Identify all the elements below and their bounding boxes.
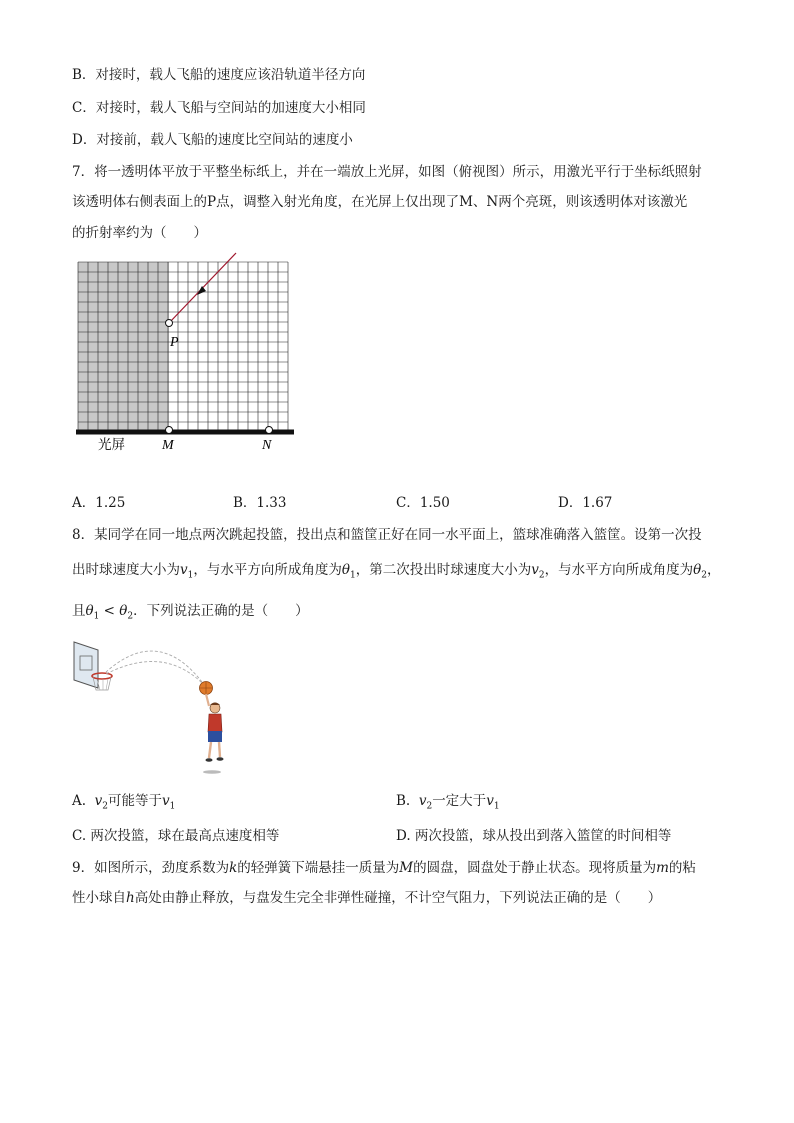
- q6-option-b: B．对接时，载人飞船的速度应该沿轨道半径方向: [72, 67, 366, 83]
- label-n: N: [262, 438, 272, 453]
- point-n-marker: [266, 427, 273, 434]
- q8-option-a: A. $v_2$可能等于$v_1$: [72, 793, 176, 812]
- q8-stem-line2: 出时球速度大小为$v_1$，与水平方向所成角度为$\theta_1$，第二次投出时球速度大小为$v_2$，与水平方向所成角度为$\theta_2$，: [72, 562, 721, 581]
- q7-figure: [70, 250, 310, 460]
- label-m: M: [162, 438, 174, 453]
- q7-option-b: B．1.33: [233, 495, 287, 511]
- q9-stem-line1: 9．如图所示，劲度系数为k的轻弹簧下端悬挂一质量为M的圆盘，圆盘处于静止状态。现将质量为m的粘: [72, 860, 696, 876]
- backboard-icon: [74, 642, 98, 688]
- q7-stem-line2: 该透明体右侧表面上的P点，调整入射光角度，在光屏上仅出现了M、N两个亮斑，则该透明体对该激光: [72, 194, 688, 210]
- q6-option-d: D．对接前，载人飞船的速度比空间站的速度小: [72, 132, 353, 148]
- player-jersey-icon: [208, 714, 222, 732]
- trajectory-high: [106, 651, 205, 686]
- q7-option-c: C．1.50: [396, 495, 450, 511]
- q7-option-d: D．1.67: [558, 495, 613, 511]
- player-shadow: [203, 770, 221, 774]
- q7-option-a: A．1.25: [72, 495, 126, 511]
- player-shorts-icon: [208, 731, 222, 742]
- q8-option-c: C. 两次投篮，球在最高点速度相等: [72, 828, 280, 844]
- q8-stem-line1: 8．某同学在同一地点两次跳起投篮，投出点和篮筐正好在同一水平面上，篮球准确落入篮筐。设第一次投: [72, 527, 702, 543]
- q9-stem-line2: 性小球自h高处由静止释放，与盘发生完全非弹性碰撞，不计空气阻力，下列说法正确的是（ ）: [72, 890, 662, 906]
- q7-stem-line1: 7．将一透明体平放于平整坐标纸上，并在一端放上光屏，如图（俯视图）所示，用激光平行于坐标纸照射: [72, 164, 702, 180]
- q6-option-c: C．对接时，载人飞船与空间站的加速度大小相同: [72, 100, 366, 116]
- label-p: P: [170, 335, 179, 350]
- q8-basketball-figure: [70, 636, 230, 776]
- label-screen: 光屏: [98, 437, 125, 453]
- trajectory-low: [106, 662, 205, 687]
- q8-stem-line3: 且$\theta_1 < \theta_2$．下列说法正确的是（ ）: [72, 603, 309, 622]
- point-p-marker: [166, 320, 173, 327]
- q8-option-d: D. 两次投篮，球从投出到落入篮筐的时间相等: [396, 828, 672, 844]
- point-m-marker: [166, 427, 173, 434]
- q8-option-b: B. $v_2$一定大于$v_1$: [396, 793, 500, 812]
- q7-stem-line3: 的折射率约为（ ）: [72, 225, 207, 241]
- transparent-block: [78, 262, 169, 431]
- laser-arrow-icon: [197, 286, 206, 295]
